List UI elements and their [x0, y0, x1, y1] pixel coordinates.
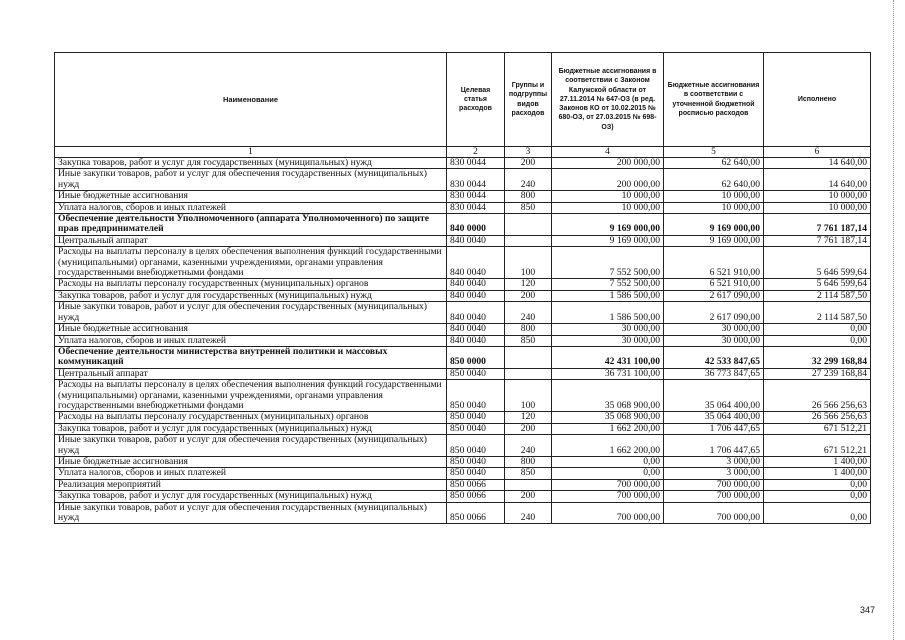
row-budget-cell: 1 662 200,00	[552, 435, 664, 457]
row-group-cell: 850	[505, 335, 552, 346]
row-name-cell: Центральный аппарат	[55, 235, 447, 246]
row-budget-cell: 700 000,00	[552, 502, 664, 524]
row-target-code-cell: 830 0044	[447, 169, 505, 191]
header-refined-allocations: Бюджетные ассигнования в соответствии с уточненной бюджетной росписью расходов	[664, 53, 764, 147]
row-executed-cell: 671 512,21	[764, 423, 871, 434]
row-budget-cell: 30 000,00	[552, 324, 664, 335]
column-number: 2	[447, 147, 505, 158]
row-target-code-cell: 840 0040	[447, 290, 505, 301]
header-name: Наименование	[55, 53, 447, 147]
table-row	[55, 491, 871, 502]
row-budget-cell: 1 662 200,00	[552, 423, 664, 434]
row-refined-cell: 2 617 090,00	[664, 302, 764, 324]
row-group-cell: 200	[505, 491, 552, 502]
row-budget-cell: 35 068 900,00	[552, 380, 664, 412]
row-group-cell: 120	[505, 279, 552, 290]
row-target-code-cell: 850 0040	[447, 468, 505, 479]
row-target-code-cell: 840 0040	[447, 302, 505, 324]
row-name-cell: Иные закупки товаров, работ и услуг для обеспечения государственных (муниципальных) нужд	[55, 502, 447, 524]
row-refined-cell: 700 000,00	[664, 479, 764, 490]
row-name-cell: Иные закупки товаров, работ и услуг для обеспечения государственных (муниципальных) нужд	[55, 435, 447, 457]
column-number: 4	[552, 147, 664, 158]
row-refined-cell: 9 169 000,00	[664, 235, 764, 246]
row-executed-cell: 0,00	[764, 479, 871, 490]
row-group-cell	[505, 346, 552, 368]
row-target-code-cell: 850 0040	[447, 368, 505, 379]
row-budget-cell: 30 000,00	[552, 335, 664, 346]
row-executed-cell: 0,00	[764, 491, 871, 502]
table-row	[55, 346, 871, 368]
row-name-cell: Закупка товаров, работ и услуг для государственных (муниципальных) нужд	[55, 491, 447, 502]
table-row	[55, 368, 871, 379]
table-row	[55, 202, 871, 213]
row-executed-cell: 10 000,00	[764, 191, 871, 202]
column-number: 5	[664, 147, 764, 158]
row-target-code-cell: 850 0040	[447, 435, 505, 457]
row-executed-cell: 0,00	[764, 324, 871, 335]
table-row	[55, 502, 871, 524]
column-number-row	[55, 147, 871, 158]
row-refined-cell: 10 000,00	[664, 191, 764, 202]
row-target-code-cell: 830 0044	[447, 191, 505, 202]
row-refined-cell: 3 000,00	[664, 468, 764, 479]
row-target-code-cell: 840 0000	[447, 214, 505, 236]
row-name-cell: Расходы на выплаты персоналу государственных (муниципальных) органов	[55, 412, 447, 423]
row-group-cell	[505, 235, 552, 246]
row-group-cell: 800	[505, 324, 552, 335]
row-group-cell: 200	[505, 290, 552, 301]
row-refined-cell: 1 706 447,65	[664, 423, 764, 434]
column-number: 6	[764, 147, 871, 158]
row-budget-cell: 9 169 000,00	[552, 214, 664, 236]
row-target-code-cell: 840 0040	[447, 247, 505, 279]
header-budget-allocations: Бюджетные ассигнования в соответствии с Законом Калужской области от 27.11.2014 № 647-ОЗ (в ред. Законов КО от 10.02.2015 № 680-ОЗ, от 27.03.2015 № 698-ОЗ)	[552, 53, 664, 147]
row-name-cell: Обеспечение деятельности Уполномоченного (аппарата Уполномоченного) по защите прав предпринимателей	[55, 214, 447, 236]
row-refined-cell: 30 000,00	[664, 324, 764, 335]
row-budget-cell: 0,00	[552, 456, 664, 467]
row-executed-cell: 0,00	[764, 502, 871, 524]
row-budget-cell: 200 000,00	[552, 169, 664, 191]
row-name-cell: Закупка товаров, работ и услуг для государственных (муниципальных) нужд	[55, 158, 447, 169]
row-executed-cell: 14 640,00	[764, 169, 871, 191]
row-target-code-cell: 850 0066	[447, 479, 505, 490]
row-budget-cell: 9 169 000,00	[552, 235, 664, 246]
table-row	[55, 158, 871, 169]
row-budget-cell: 0,00	[552, 468, 664, 479]
row-executed-cell: 32 299 168,84	[764, 346, 871, 368]
page-number: 347	[860, 605, 876, 615]
row-refined-cell: 1 706 447,65	[664, 435, 764, 457]
row-name-cell: Обеспечение деятельности министерства внутренней политики и массовых коммуникаций	[55, 346, 447, 368]
row-target-code-cell: 850 0000	[447, 346, 505, 368]
row-target-code-cell: 850 0066	[447, 491, 505, 502]
table-row	[55, 235, 871, 246]
row-budget-cell: 200 000,00	[552, 158, 664, 169]
row-name-cell: Расходы на выплаты персоналу в целях обеспечения выполнения функций государственными (муниципальными) органами, казенными учреждениями, органами управления государственными внебюджетными фондами	[55, 247, 447, 279]
row-executed-cell: 5 646 599,64	[764, 279, 871, 290]
header-target-article: Целевая статья расходов	[447, 53, 505, 147]
row-executed-cell: 7 761 187,14	[764, 235, 871, 246]
row-name-cell: Иные закупки товаров, работ и услуг для обеспечения государственных (муниципальных) нужд	[55, 169, 447, 191]
row-target-code-cell: 850 0066	[447, 502, 505, 524]
table-row	[55, 169, 871, 191]
row-target-code-cell: 840 0040	[447, 279, 505, 290]
row-name-cell: Уплата налогов, сборов и иных платежей	[55, 202, 447, 213]
row-target-code-cell: 840 0040	[447, 335, 505, 346]
row-refined-cell: 35 064 400,00	[664, 380, 764, 412]
column-number: 1	[55, 147, 447, 158]
budget-execution-table	[54, 52, 871, 524]
row-group-cell	[505, 479, 552, 490]
row-group-cell: 200	[505, 423, 552, 434]
row-group-cell: 120	[505, 412, 552, 423]
row-budget-cell: 10 000,00	[552, 191, 664, 202]
row-budget-cell: 7 552 500,00	[552, 279, 664, 290]
row-executed-cell: 2 114 587,50	[764, 302, 871, 324]
page-edge-line	[893, 0, 895, 640]
row-executed-cell: 10 000,00	[764, 202, 871, 213]
row-group-cell: 850	[505, 202, 552, 213]
row-budget-cell: 42 431 100,00	[552, 346, 664, 368]
row-name-cell: Уплата налогов, сборов и иных платежей	[55, 335, 447, 346]
row-refined-cell: 700 000,00	[664, 502, 764, 524]
table-row	[55, 324, 871, 335]
row-group-cell: 240	[505, 435, 552, 457]
row-refined-cell: 35 064 400,00	[664, 412, 764, 423]
row-budget-cell: 36 731 100,00	[552, 368, 664, 379]
row-executed-cell: 27 239 168,84	[764, 368, 871, 379]
row-name-cell: Расходы на выплаты персоналу в целях обеспечения выполнения функций государственными (муниципальными) органами, казенными учреждениями, органами управления государственными внебюджетными фондами	[55, 380, 447, 412]
row-name-cell: Центральный аппарат	[55, 368, 447, 379]
row-name-cell: Закупка товаров, работ и услуг для государственных (муниципальных) нужд	[55, 423, 447, 434]
row-target-code-cell: 850 0040	[447, 412, 505, 423]
table-row	[55, 279, 871, 290]
row-target-code-cell: 850 0040	[447, 380, 505, 412]
table-row	[55, 214, 871, 236]
row-budget-cell: 35 068 900,00	[552, 412, 664, 423]
table-body	[55, 158, 871, 524]
row-group-cell: 240	[505, 302, 552, 324]
row-executed-cell: 0,00	[764, 335, 871, 346]
row-group-cell: 200	[505, 158, 552, 169]
table-row	[55, 468, 871, 479]
row-target-code-cell: 840 0040	[447, 235, 505, 246]
row-group-cell	[505, 368, 552, 379]
row-name-cell: Реализация мероприятий	[55, 479, 447, 490]
row-name-cell: Расходы на выплаты персоналу государственных (муниципальных) органов	[55, 279, 447, 290]
row-group-cell	[505, 214, 552, 236]
table-row	[55, 380, 871, 412]
row-name-cell: Иные бюджетные ассигнования	[55, 456, 447, 467]
table-row	[55, 435, 871, 457]
row-executed-cell: 26 566 256,63	[764, 412, 871, 423]
row-target-code-cell: 830 0044	[447, 158, 505, 169]
row-group-cell: 800	[505, 456, 552, 467]
header-expense-groups: Группы и подгруппы видов расходов	[505, 53, 552, 147]
row-group-cell: 850	[505, 468, 552, 479]
row-name-cell: Уплата налогов, сборов и иных платежей	[55, 468, 447, 479]
row-refined-cell: 62 640,00	[664, 158, 764, 169]
row-refined-cell: 30 000,00	[664, 335, 764, 346]
row-group-cell: 800	[505, 191, 552, 202]
row-name-cell: Иные бюджетные ассигнования	[55, 324, 447, 335]
row-refined-cell: 62 640,00	[664, 169, 764, 191]
table-row	[55, 302, 871, 324]
row-refined-cell: 700 000,00	[664, 491, 764, 502]
row-refined-cell: 6 521 910,00	[664, 247, 764, 279]
row-executed-cell: 26 566 256,63	[764, 380, 871, 412]
row-group-cell: 100	[505, 247, 552, 279]
row-budget-cell: 1 586 500,00	[552, 302, 664, 324]
row-executed-cell: 5 646 599,64	[764, 247, 871, 279]
row-executed-cell: 671 512,21	[764, 435, 871, 457]
row-name-cell: Иные закупки товаров, работ и услуг для обеспечения государственных (муниципальных) нужд	[55, 302, 447, 324]
row-refined-cell: 36 773 847,65	[664, 368, 764, 379]
table-row	[55, 247, 871, 279]
row-executed-cell: 2 114 587,50	[764, 290, 871, 301]
row-executed-cell: 14 640,00	[764, 158, 871, 169]
table-row	[55, 456, 871, 467]
table-row	[55, 412, 871, 423]
row-group-cell: 240	[505, 502, 552, 524]
header-executed: Исполнено	[764, 53, 871, 147]
row-budget-cell: 1 586 500,00	[552, 290, 664, 301]
row-group-cell: 100	[505, 380, 552, 412]
row-budget-cell: 700 000,00	[552, 479, 664, 490]
row-executed-cell: 7 761 187,14	[764, 214, 871, 236]
row-name-cell: Закупка товаров, работ и услуг для государственных (муниципальных) нужд	[55, 290, 447, 301]
row-budget-cell: 700 000,00	[552, 491, 664, 502]
row-target-code-cell: 850 0040	[447, 456, 505, 467]
row-refined-cell: 10 000,00	[664, 202, 764, 213]
budget-table-sheet	[54, 52, 870, 524]
row-budget-cell: 7 552 500,00	[552, 247, 664, 279]
table-row	[55, 191, 871, 202]
row-refined-cell: 9 169 000,00	[664, 214, 764, 236]
table-row	[55, 290, 871, 301]
table-row	[55, 335, 871, 346]
row-refined-cell: 42 533 847,65	[664, 346, 764, 368]
row-target-code-cell: 850 0040	[447, 423, 505, 434]
row-executed-cell: 1 400,00	[764, 468, 871, 479]
row-refined-cell: 3 000,00	[664, 456, 764, 467]
row-group-cell: 240	[505, 169, 552, 191]
row-executed-cell: 1 400,00	[764, 456, 871, 467]
row-target-code-cell: 830 0044	[447, 202, 505, 213]
column-number: 3	[505, 147, 552, 158]
table-row	[55, 479, 871, 490]
table-row	[55, 423, 871, 434]
row-refined-cell: 2 617 090,00	[664, 290, 764, 301]
row-target-code-cell: 840 0040	[447, 324, 505, 335]
row-refined-cell: 6 521 910,00	[664, 279, 764, 290]
row-budget-cell: 10 000,00	[552, 202, 664, 213]
row-name-cell: Иные бюджетные ассигнования	[55, 191, 447, 202]
